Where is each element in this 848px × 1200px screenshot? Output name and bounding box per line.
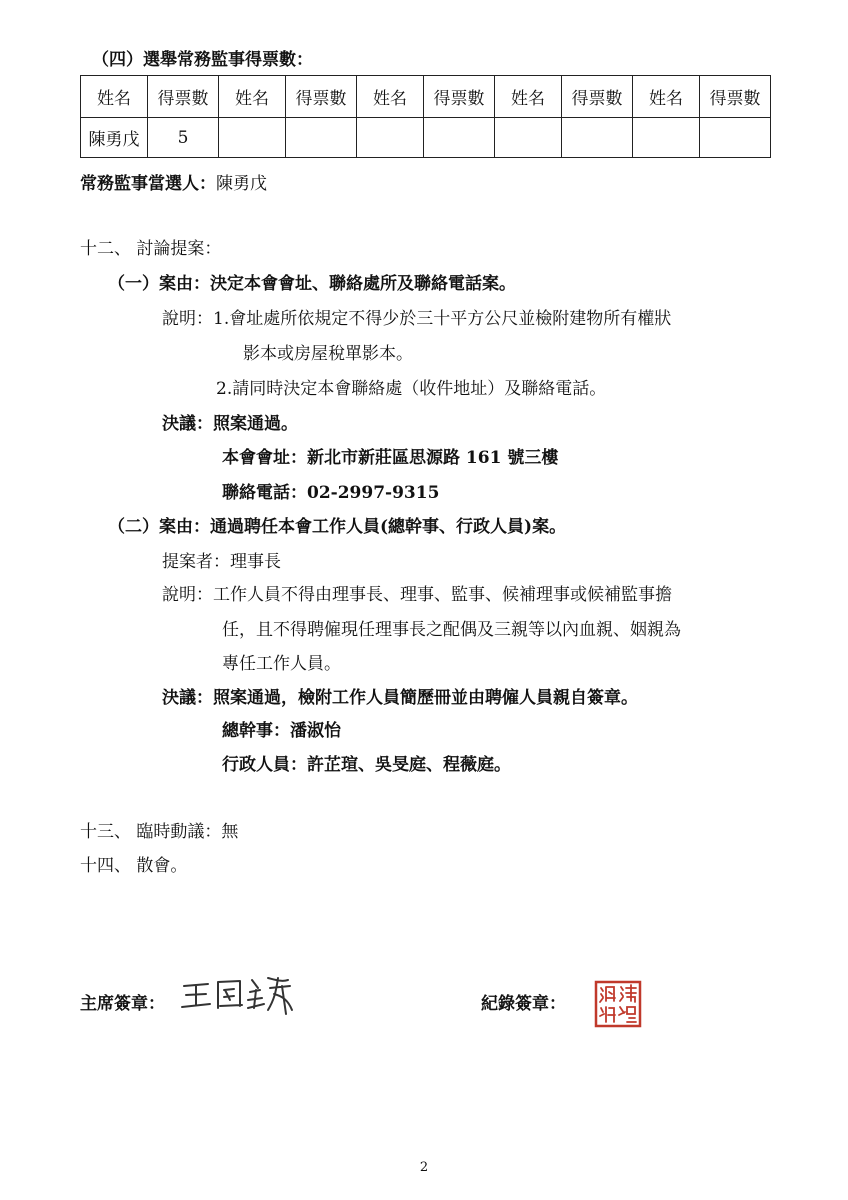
case-1-desc-1b: 影本或房屋稅單影本。: [243, 344, 413, 364]
header-cell: 得票數: [700, 76, 771, 118]
section-four-title: （四）選舉常務監事得票數：: [92, 50, 313, 70]
case-2-title: （二）案由：通過聘任本會工作人員(總幹事、行政人員)案。: [108, 517, 567, 537]
header-cell: 姓名: [81, 76, 148, 118]
page-number: 2: [419, 1160, 429, 1175]
chair-signature-label: 主席簽章：: [80, 994, 165, 1014]
header-cell: 得票數: [424, 76, 495, 118]
table-cell: [357, 118, 424, 158]
header-cell: 姓名: [357, 76, 424, 118]
case-2-desc-a: 說明：工作人員不得由理事長、理事、監事、候補理事或候補監事擔: [162, 585, 672, 605]
header-cell: 得票數: [562, 76, 633, 118]
case-1-title: （一）案由：決定本會會址、聯絡處所及聯絡電話案。: [108, 274, 516, 294]
table-cell: [424, 118, 495, 158]
case-2-desc-b: 任，且不得聘僱現任理事長之配偶及三親等以內血親、姻親為: [222, 620, 681, 640]
header-cell: 得票數: [286, 76, 357, 118]
table-cell: [495, 118, 562, 158]
header-cell: 姓名: [633, 76, 700, 118]
table-cell: [700, 118, 771, 158]
case-2-desc-c: 專任工作人員。: [222, 654, 341, 674]
elected-line: [80, 172, 267, 196]
header-cell: 姓名: [219, 76, 286, 118]
recorder-signature-label: 紀錄簽章：: [481, 994, 566, 1014]
table-cell: 5: [148, 118, 219, 158]
recorder-seal-stamp: [594, 980, 642, 1028]
item-13: 十三、 臨時動議：無: [80, 822, 239, 842]
chair-handwritten-signature: [178, 970, 298, 1020]
item-12-heading: 十二、 討論提案：: [80, 239, 222, 259]
table-row: [81, 118, 771, 158]
case-1-address: 本會會址：新北市新莊區思源路 161 號三樓: [222, 448, 559, 468]
table-cell: [633, 118, 700, 158]
table-cell: [562, 118, 633, 158]
case-2-resolution: 決議：照案通過，檢附工作人員簡歷冊並由聘僱人員親自簽章。: [162, 688, 638, 708]
case-2-secretary: 總幹事：潘淑怡: [222, 721, 341, 741]
item-14: 十四、 散會。: [80, 856, 188, 876]
table-cell: 陳勇戊: [81, 118, 148, 158]
case-2-proposer: 提案者：理事長: [162, 552, 281, 572]
header-cell: 得票數: [148, 76, 219, 118]
header-cell: 姓名: [495, 76, 562, 118]
elected-name: 陳勇戊: [216, 174, 267, 194]
case-1-resolution: 決議：照案通過。: [162, 414, 298, 434]
case-1-phone: 聯絡電話：02-2997-9315: [222, 483, 440, 503]
table-cell: [219, 118, 286, 158]
vote-table-header-row: [81, 76, 771, 118]
case-1-desc-2: 2.請同時決定本會聯絡處（收件地址）及聯絡電話。: [216, 379, 607, 399]
case-2-admin: 行政人員：許芷瑄、吳旻庭、程薇庭。: [222, 755, 511, 775]
elected-label: 常務監事當選人：: [80, 174, 216, 194]
table-cell: [286, 118, 357, 158]
vote-table: [80, 75, 771, 158]
case-1-desc-1a: 說明：1.會址處所依規定不得少於三十平方公尺並檢附建物所有權狀: [162, 309, 672, 329]
